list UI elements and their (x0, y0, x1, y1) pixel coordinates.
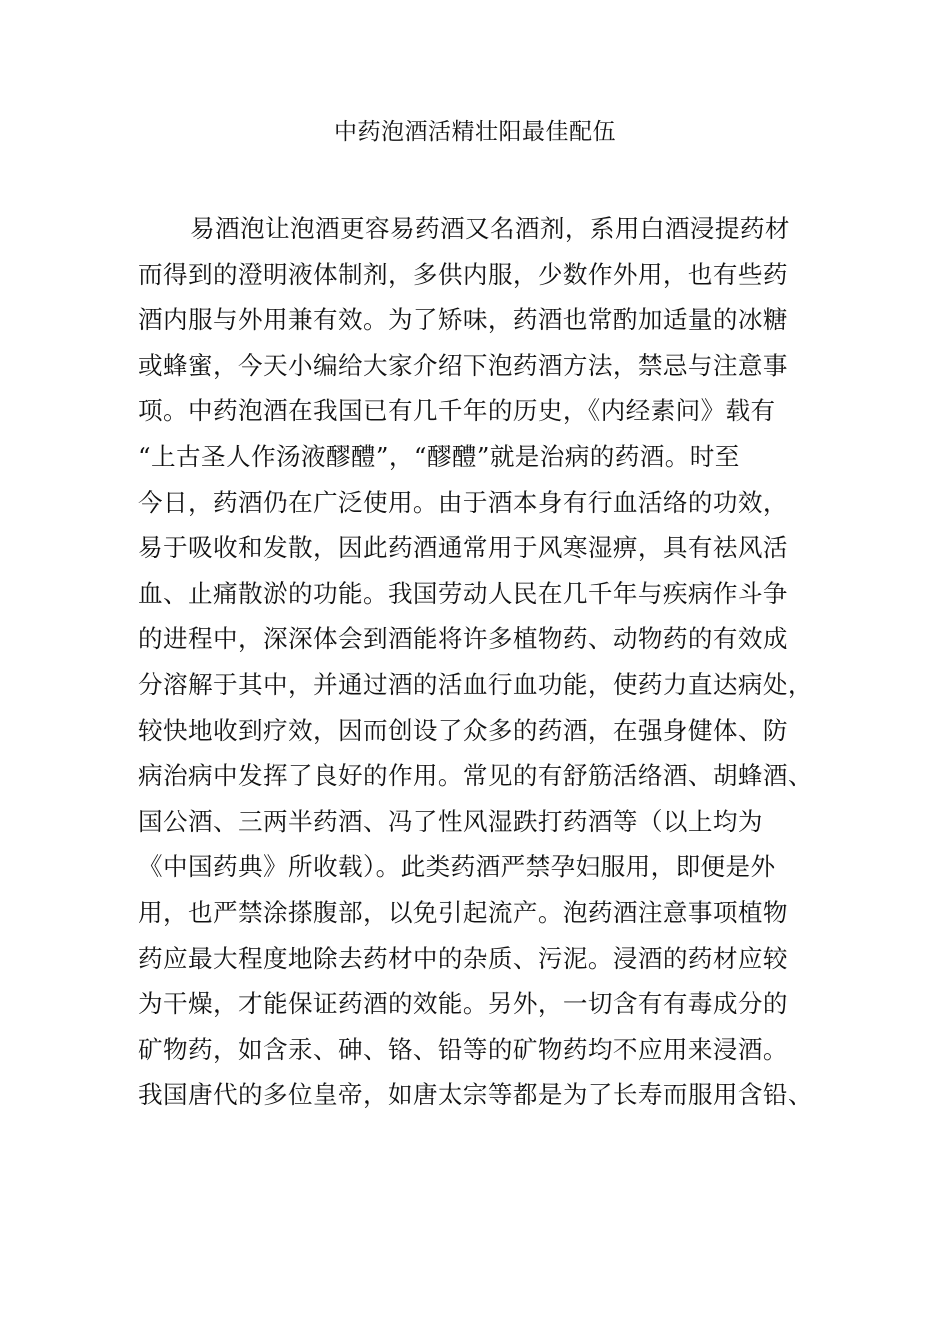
paragraph-line-11: 分溶解于其中，并通过酒的活血行血功能，使药力直达病处， (138, 669, 813, 699)
paragraph-line-9: 血、止痛散淤的功能。我国劳动人民在几千年与疾病作斗争 (138, 578, 788, 608)
paragraph-line-16: 用，也严禁涂搽腹部，以免引起流产。泡药酒注意事项植物 (138, 897, 788, 927)
paragraph-line-1: 易酒泡让泡酒更容易药酒又名酒剂，系用白酒浸提药材 (190, 214, 790, 243)
paragraph-line-10: 的进程中，深深体会到酒能将许多植物药、动物药的有效成 (138, 624, 788, 654)
paragraph-line-5: 项。中药泡酒在我国已有几千年的历史，《内经素问》载有 (138, 396, 776, 426)
paragraph-line-8: 易于吸收和发散，因此药酒通常用于风寒湿痹，具有祛风活 (138, 533, 788, 563)
paragraph-line-20: 我国唐代的多位皇帝，如唐太宗等都是为了长寿而服用含铅、 (138, 1080, 813, 1110)
paragraph-line-18: 为干燥，才能保证药酒的效能。另外，一切含有有毒成分的 (138, 989, 788, 1019)
paragraph-line-2: 而得到的澄明液体制剂，多供内服，少数作外用，也有些药 (138, 259, 788, 289)
paragraph-line-19: 矿物药，如含汞、砷、铬、铅等的矿物药均不应用来浸酒。 (138, 1034, 788, 1064)
document-title: 中药泡酒活精壮阳最佳配伍 (334, 119, 616, 145)
paragraph-line-3: 酒内服与外用兼有效。为了矫味，药酒也常酌加适量的冰糖 (138, 305, 788, 335)
document-body (138, 206, 838, 1118)
paragraph-line-14: 国公酒、三两半药酒、冯了性风湿跌打药酒等（以上均为 (138, 806, 763, 836)
paragraph-line-13: 病治病中发挥了良好的作用。常见的有舒筋活络酒、胡蜂酒、 (138, 761, 813, 791)
paragraph-line-15: 《中国药典》所收载）。此类药酒严禁孕妇服用，即便是外 (138, 852, 776, 882)
paragraph-line-17: 药应最大程度地除去药材中的杂质、污泥。浸酒的药材应较 (138, 943, 788, 973)
paragraph-line-4: 或蜂蜜，今天小编给大家介绍下泡药酒方法，禁忌与注意事 (138, 350, 788, 380)
paragraph-line-12: 较快地收到疗效，因而创设了众多的药酒，在强身健体、防 (138, 715, 788, 745)
paragraph-line-7: 今日，药酒仍在广泛使用。由于酒本身有行血活络的功效， (138, 487, 788, 517)
paragraph-line-6: “上古圣人作汤液醪醴”，“醪醴”就是治病的药酒。时至 (138, 441, 740, 471)
